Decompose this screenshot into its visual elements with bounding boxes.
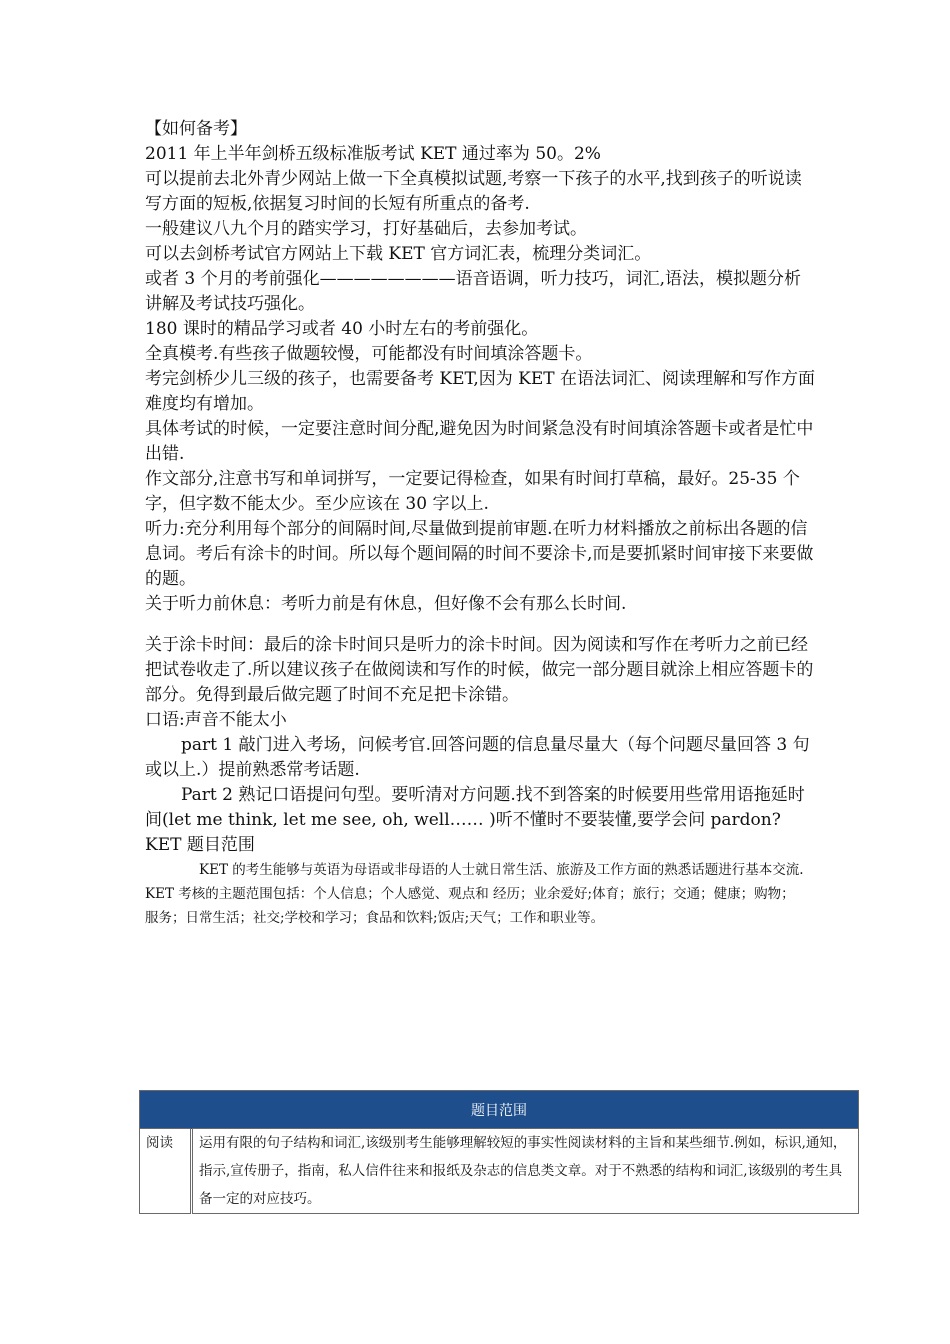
paragraph: 或者 3 个月的考前强化————————语音语调，听力技巧，词汇,语法，模拟题分析讲解及考试技巧强化。 <box>145 269 802 314</box>
scope-table <box>139 1090 859 1214</box>
document-body <box>145 117 815 930</box>
spacer <box>145 617 815 633</box>
paragraph: 一般建议八九个月的踏实学习，打好基础后，去参加考试。 <box>145 219 587 239</box>
scope-heading: KET 题目范围 <box>145 835 255 855</box>
row-text: 运用有限的句子结构和词汇,该级别考生能够理解较短的事实性阅读材料的主旨和某些细节.例如，标识,通知，指示,宣传册子，指南，私人信件往来和报纸及杂志的信息类文章。对于不熟悉的结构和词汇,该级别的考生具备一定的对应技巧。 <box>192 1129 859 1214</box>
row-label: 阅读 <box>140 1129 192 1214</box>
table-row <box>140 1129 859 1214</box>
paragraph: 作文部分,注意书写和单词拼写，一定要记得检查，如果有时间打草稿，最好。25-35 个字，但字数不能太少。至少应该在 30 字以上. <box>145 469 800 514</box>
speaking-part1: part 1 敲门进入考场，问候考官.回答问题的信息量尽量大（每个问题尽量回答 3 句或以上.）提前熟悉常考话题. <box>145 735 810 780</box>
paragraph: 可以去剑桥考试官方网站上下载 KET 官方词汇表，梳理分类词汇。 <box>145 244 652 264</box>
section-heading: 【如何备考】 <box>145 119 247 139</box>
scope-paragraph: KET 的考生能够与英语为母语或非母语的人士就日常生活、旅游及工作方面的熟悉话题进行基本交流.KET 考核的主题范围包括：个人信息；个人感觉、观点和 经历；业余爱好;体育；旅行；交通；健康；购物；服务；日常生活；社交;学校和学习；食品和饮料;饭店;天气；工作和职业等。 <box>145 862 804 926</box>
speaking-part2: Part 2 熟记口语提问句型。要听清对方问题.找不到答案的时候要用些常用语拖延时间(let me think, let me see, oh, well…… )听不懂时不要装懂,要学会问 pardon? <box>145 785 805 830</box>
paragraph: 关于涂卡时间：最后的涂卡时间只是听力的涂卡时间。因为阅读和写作在考听力之前已经把试卷收走了.所以建议孩子在做阅读和写作的时候，做完一部分题目就涂上相应答题卡的部分。免得到最后做完题了时间不充足把卡涂错。 <box>145 635 814 705</box>
paragraph: 可以提前去北外青少网站上做一下全真模拟试题,考察一下孩子的水平,找到孩子的听说读写方面的短板,依据复习时间的长短有所重点的备考. <box>145 169 802 214</box>
paragraph: 口语:声音不能太小 <box>145 710 287 730</box>
paragraph: 听力:充分利用每个部分的间隔时间,尽量做到提前审题.在听力材料播放之前标出各题的信息词。考后有涂卡的时间。所以每个题间隔的时间不要涂卡,而是要抓紧时间审接下来要做的题。 <box>145 519 814 589</box>
paragraph: 全真模考.有些孩子做题较慢，可能都没有时间填涂答题卡。 <box>145 344 593 364</box>
paragraph: 2011 年上半年剑桥五级标准版考试 KET 通过率为 50。2% <box>145 144 601 164</box>
paragraph: 关于听力前休息：考听力前是有休息，但好像不会有那么长时间. <box>145 594 627 614</box>
paragraph: 具体考试的时候，一定要注意时间分配,避免因为时间紧急没有时间填涂答题卡或者是忙中出错. <box>145 419 814 464</box>
paragraph: 考完剑桥少儿三级的孩子，也需要备考 KET,因为 KET 在语法词汇、阅读理解和写作方面难度均有增加。 <box>145 369 816 414</box>
scope-table-header: 题目范围 <box>140 1091 859 1129</box>
paragraph: 180 课时的精品学习或者 40 小时左右的考前强化。 <box>145 319 539 339</box>
